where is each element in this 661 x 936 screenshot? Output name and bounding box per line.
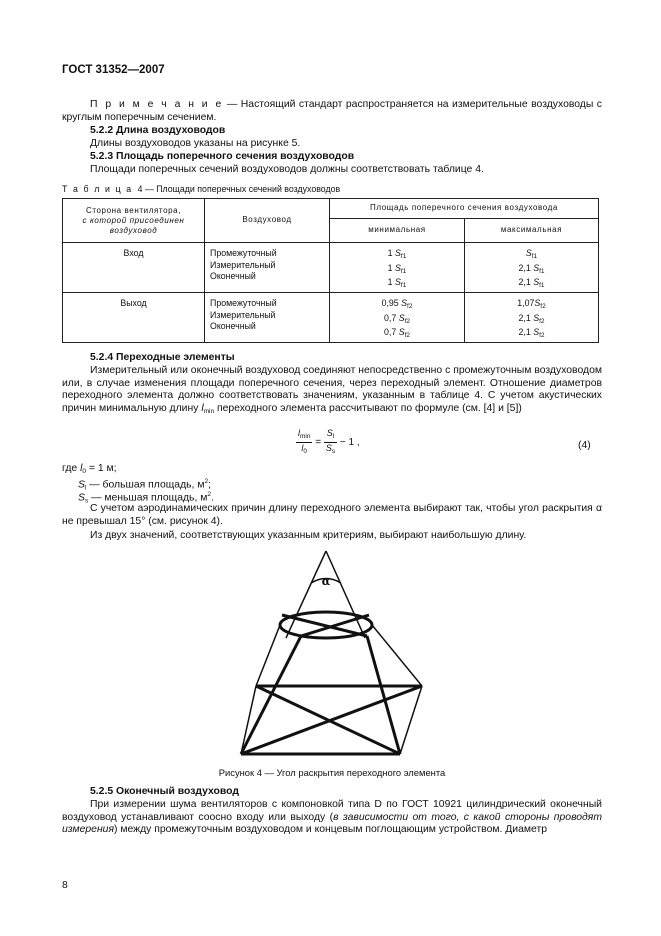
note-text: — Настоящий стандарт распространяется на измерительные воздуховоды с круглым поперечным сечением.	[62, 99, 602, 123]
formula-number: (4)	[578, 440, 591, 451]
table-header-duct: Воздуховод	[205, 199, 330, 243]
section-5-2-3-text: Площади поперечных сечений воздуховодов должны соответствовать таблице 4.	[90, 164, 484, 175]
row-side-cell: Выход	[63, 293, 205, 343]
where-line-1: где $l_0 = 1$ м;	[62, 463, 117, 475]
areas-table	[62, 198, 599, 343]
table-header-max: максимальная	[465, 219, 599, 243]
section-5-2-4-paragraph-1: Измерительный или оконечный воздуховод соединяют непосредственно с промежуточным воздуховодом или, в случае изменения площади поперечного сечения, через переходный элемент. Отношение диаметров переходного элемента должно соответствовать значениям, указанным в таблице 4. С учетом акустических причин минимальную длину $l_{min}$ переходного элемента рассчитывают по формуле (см. [4] и [5])	[62, 365, 602, 415]
where-line-2: $S_l$ — большая площадь, $м^2$;	[78, 478, 211, 492]
frustum-left-lower	[241, 686, 256, 754]
table-header-min: минимальная	[330, 219, 465, 243]
frustum-right-lower	[400, 686, 422, 754]
frustum-left-upper	[256, 625, 280, 686]
row-max-cell: $S_{f1}$ 2,1 $S_{f1}$ 2,1 $S_{f1}$	[465, 243, 599, 293]
table-header-side: Сторона вентилятора, с которой присоединен воздуховод	[63, 199, 205, 243]
base-diagonal-2	[241, 686, 422, 754]
table-caption-text: 4 — Площади поперечных сечений воздуховодов	[137, 184, 341, 194]
table-caption-lead: Т а б л и ц а	[62, 184, 133, 194]
document-header: ГОСТ 31352—2007	[62, 64, 165, 76]
formula-fraction-s: $\frac{S_l}{S_s}$	[325, 428, 336, 455]
formula-fraction-l: $\frac{l_{min}}{l_0}$	[298, 428, 311, 455]
where-line-3: $S_s$ — меньшая площадь, $м^2$.	[78, 491, 214, 505]
section-5-2-4-paragraph-2: С учетом аэродинамических причин длину переходного элемента выбирают так, чтобы угол раскрытия α не превышал 15° (см. рисунок 4).	[62, 503, 602, 527]
table-header-area: Площадь поперечного сечения воздуховода	[330, 199, 599, 219]
section-5-2-4-paragraph-3: Из двух значений, соответствующих указанным критериям, выбирают наибольшую длину.	[90, 530, 527, 541]
row-duct-cell: Промежуточный Измерительный Оконечный	[205, 243, 330, 293]
angle-alpha-label: α	[321, 575, 331, 588]
transition-element-figure	[200, 546, 460, 762]
row-duct-cell: Промежуточный Измерительный Оконечный	[205, 293, 330, 343]
section-5-2-5-title: 5.2.5 Оконечный воздуховод	[90, 786, 239, 797]
section-5-2-2-title: 5.2.2 Длина воздуховодов	[90, 125, 226, 136]
row-min-cell: 1 $S_{f1}$ 1 $S_{f1}$ 1 $S_{f1}$	[330, 243, 465, 293]
table-row	[63, 243, 599, 293]
note-lead: П р и м е ч а н и е	[90, 99, 224, 110]
section-5-2-3-title: 5.2.3 Площадь поперечного сечения воздуховодов	[90, 151, 355, 162]
row-max-cell: $1,07S_{f2}$ 2,1 $S_{f2}$ 2,1 $S_{f2}$	[465, 293, 599, 343]
note-paragraph	[62, 99, 602, 124]
table-row	[63, 293, 599, 343]
table-caption	[62, 183, 340, 196]
section-5-2-5-text: При измерении шума вентиляторов с компоновкой типа D по ГОСТ 10921 цилиндрический оконечный воздуховод устанавливают соосно входу или выходу (в зависимости от того, с какой стороны проводят измерения) между промежуточным воздуховодом и концевым поглощающим устройством. Диаметр	[62, 799, 602, 836]
section-5-2-4-title: 5.2.4 Переходные элементы	[90, 352, 235, 363]
row-side-cell: Вход	[63, 243, 205, 293]
section-5-2-2-text: Длины воздуховодов указаны на рисунке 5.	[90, 138, 301, 149]
row-min-cell: 0,95 $S_{f2}$ 0,7 $S_{f2}$ 0,7 $S_{f2}$	[330, 293, 465, 343]
figure-caption: Рисунок 4 — Угол раскрытия переходного элемента	[218, 767, 446, 778]
page-number: 8	[62, 880, 68, 891]
formula-4: $\frac{l_{min}}{l_0}$ = $\frac{S_l}{S_s}$ − 1 ,	[298, 428, 360, 455]
